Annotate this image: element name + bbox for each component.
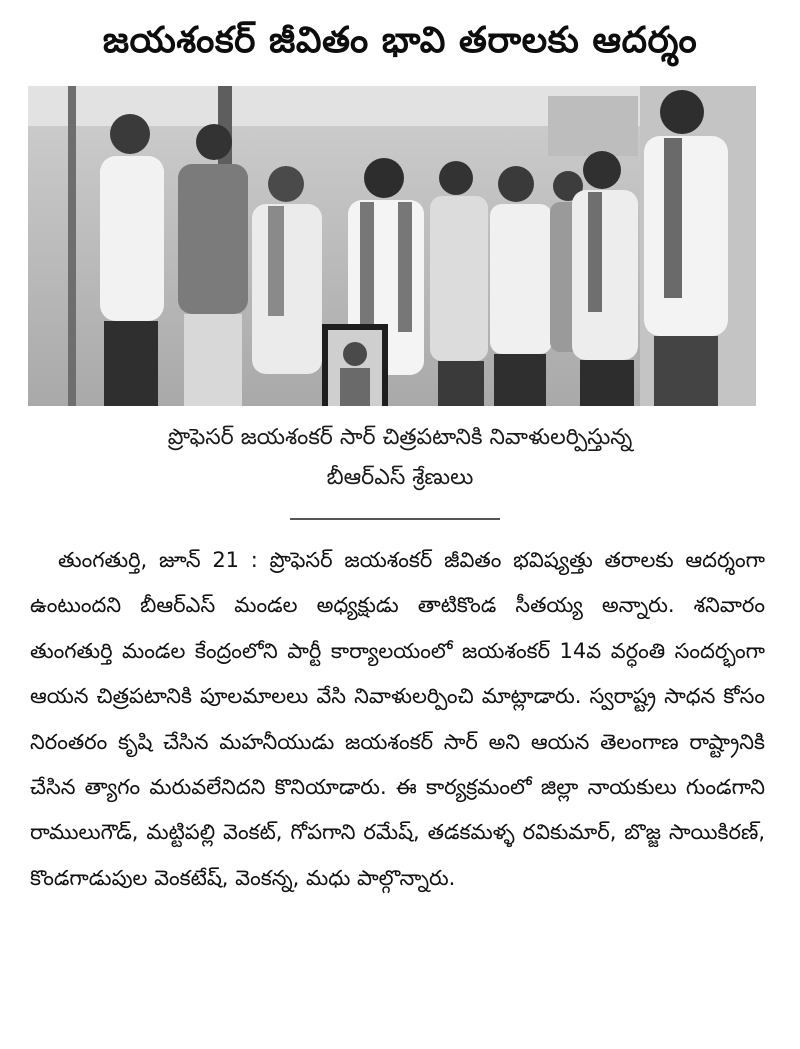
article-text: ప్రొఫెసర్ జయశంకర్ జీవితం భవిష్యత్తు తరాలకు ఆదర్శంగా ఉంటుందని బీఆర్ఎస్ మండల అధ్యక్షుడు తాటికొండ సీతయ్య అన్నారు. శనివారం తుంగతుర్తి మండల కేంద్రంలోని పార్టీ కార్యాలయంలో జయశంకర్ 14వ వర్ధంతి సందర్భంగా ఆయన చిత్రపటానికి పూలమాలలు వేసి నివాళులర్పించి మాట్లాడారు. స్వరాష్ట్ర సాధన కోసం నిరంతరం కృషి చేసిన మహనీయుడు జయశంకర్ సార్ అని ఆయన తెలంగాణ రాష్ట్రానికి చేసిన త్యాగం మరువలేనిదని కొనియాడారు. ఈ కార్యక్రమంలో జిల్లా నాయకులు గుండగాని రాములుగౌడ్, మట్టిపల్లి వెంకట్, గోపగాని రమేష్, తడకమళ్ళ రవికుమార్, బొజ్జ సాయికిరణ్, కొండగాడుపుల వెంకటేష్, వెంకన్న, మధు పాల్గొన్నారు.	[30, 548, 765, 890]
caption-line-1: ప్రొఫెసర్ జయశంకర్ సార్ చిత్రపటానికి నివాళులర్పిస్తున్న	[167, 425, 633, 450]
caption-line-2: బీఆర్ఎస్ శ్రేణులు	[326, 465, 474, 490]
article-body	[30, 538, 765, 901]
section-divider	[290, 518, 500, 520]
photo-scene	[28, 86, 756, 406]
news-photo	[28, 86, 756, 406]
article-dateline: తుంగతుర్తి, జూన్ 21 :	[58, 548, 270, 572]
portrait-frame-icon	[322, 324, 388, 406]
headline: జయశంకర్ జీవితం భావి తరాలకు ఆదర్శం	[102, 20, 698, 61]
photo-caption	[20, 418, 780, 498]
article-paragraph	[30, 538, 765, 901]
